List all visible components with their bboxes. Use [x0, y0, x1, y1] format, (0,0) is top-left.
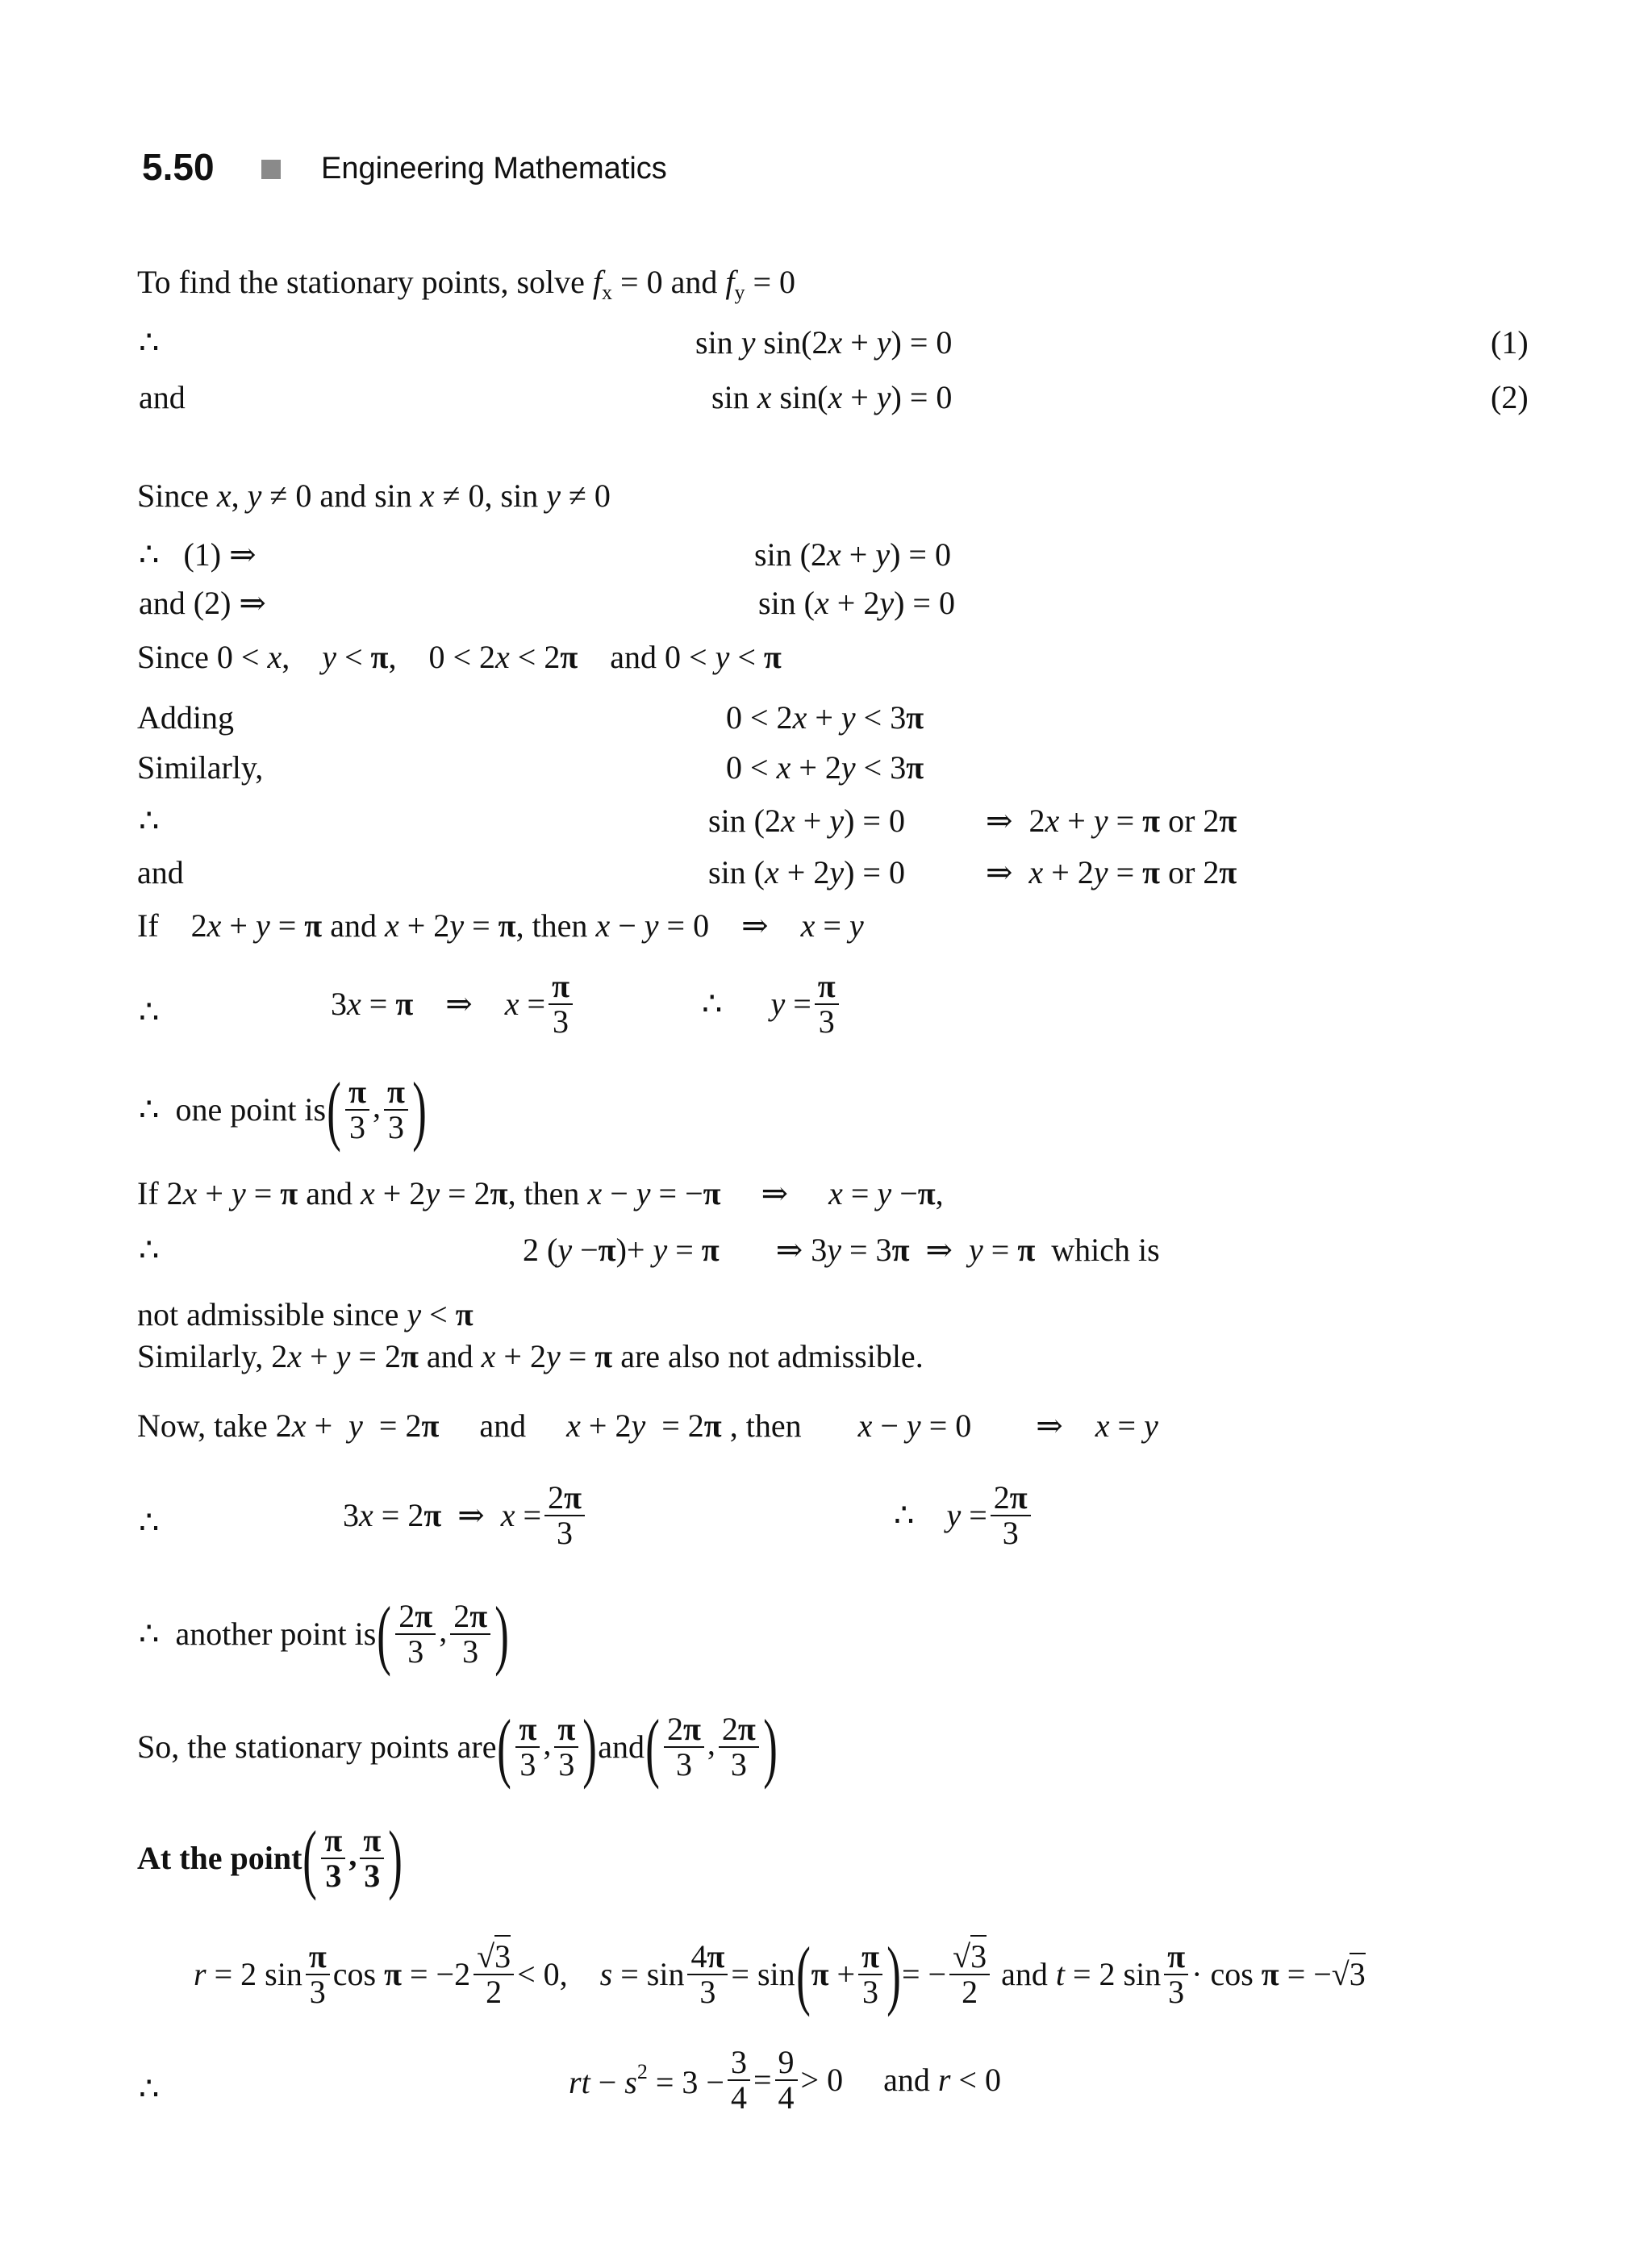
- equation-2-label: (2): [1491, 379, 1529, 415]
- therefore-symbol: ∴: [139, 1232, 160, 1268]
- another-point-line: ∴ another point is( $\frac{2\pi}{3}$ , $\frac{2\pi}{3}$ ): [139, 1591, 509, 1677]
- not-admissible-line: not admissible since y < π: [137, 1296, 473, 1332]
- case-2-solve: 2 (y −π)+ y = π ⇒ 3y = 3π ⇒ y = π which is: [523, 1232, 1160, 1268]
- header-square-icon: [261, 160, 281, 179]
- intro-line: To find the stationary points, solve $f_x = 0$ and $f_y = 0$: [137, 264, 796, 304]
- similarly-not-admissible: Similarly, 2x + y = 2π and x + 2y = π are also not admissible.: [137, 1338, 924, 1374]
- adding-label: Adding: [137, 699, 234, 736]
- r-s-t-values: r = 2 sin $\frac{\pi}{3}$ cos π = −2 $\frac{√3}{2}$ < 0, s = sin $\frac{4\pi}{3}$ = sin(π + $\frac{\pi}{3}$ )= − $\frac{√3}{2}$ and t = 2 sin $\frac{\pi}{3}$ · cos π = −√3: [194, 1931, 1366, 2017]
- at-the-point-heading: At the point( $\frac{\pi}{3}$ , $\frac{\pi}{3}$ ): [137, 1815, 403, 1901]
- now-take-line: Now, take 2x + y = 2π and x + 2y = 2π , then x − y = 0 ⇒ x = y: [137, 1407, 1158, 1444]
- therefore-symbol: ∴: [139, 324, 160, 361]
- sin-2x-y-result: sin (2x + y) = 0: [708, 803, 905, 839]
- solve-y-pi-3: ∴ y = $\frac{\pi}{3}$: [702, 970, 842, 1039]
- range-line: Since 0 < x, y < π, 0 < 2x < 2π and 0 < y < π: [137, 639, 782, 675]
- solve-x-2pi-3: 3x = 2π ⇒ x = $\frac{2\pi}{3}$: [343, 1481, 588, 1550]
- page-number: 5.50: [142, 146, 215, 188]
- solve-x-pi-3: 3x = π ⇒ x = $\frac{\pi}{3}$: [331, 970, 576, 1039]
- sin-x-2y-result: sin (x + 2y) = 0: [708, 854, 905, 890]
- and-label: and: [137, 854, 184, 890]
- range-x-2y: 0 < x + 2y < 3π: [726, 749, 924, 786]
- therefore-symbol: ∴: [139, 1504, 160, 1541]
- equation-sin-2x-y: sin (2x + y) = 0: [754, 536, 951, 573]
- range-2x-y: 0 < 2x + y < 3π: [726, 699, 924, 736]
- equation-1: sin y sin(2x + y) = 0: [695, 324, 953, 361]
- similarly-label: Similarly,: [137, 749, 264, 786]
- if-case-1: If 2x + y = π and x + 2y = π, then x − y = 0 ⇒ x = y: [137, 907, 864, 944]
- solve-y-2pi-3: ∴ y = $\frac{2\pi}{3}$: [894, 1481, 1034, 1550]
- implies-2x-y: ⇒ 2x + y = π or 2π: [986, 803, 1237, 839]
- one-point-line: ∴ one point is( $\frac{\pi}{3}$ , $\frac{\pi}{3}$ ): [139, 1066, 427, 1153]
- equation-sin-x-2y: sin (x + 2y) = 0: [758, 585, 955, 621]
- therefore-symbol: ∴: [139, 994, 160, 1030]
- rt-minus-s-squared: rt − $s^2 = 3$ − $\frac{3}{4}$ = $\frac{9}{4}$ > 0 and r < 0: [569, 2044, 1001, 2116]
- book-title: Engineering Mathematics: [321, 152, 667, 186]
- therefore-symbol: ∴: [139, 2070, 160, 2107]
- if-case-2: If 2x + y = π and x + 2y = 2π, then x − y = −π ⇒ x = y −π,: [137, 1175, 944, 1211]
- implies-x-2y: ⇒ x + 2y = π or 2π: [986, 854, 1237, 890]
- implies-1: ∴ (1) ⇒: [139, 536, 257, 573]
- equation-2: sin x sin(x + y) = 0: [711, 379, 953, 415]
- equation-1-label: (1): [1491, 324, 1529, 361]
- and-label: and: [139, 379, 186, 415]
- therefore-symbol: ∴: [139, 803, 160, 839]
- implies-2: and (2) ⇒: [139, 585, 266, 621]
- since-line: Since x, y ≠ 0 and sin x ≠ 0, sin y ≠ 0: [137, 477, 611, 514]
- stationary-points-line: So, the stationary points are( $\frac{\pi}{3}$ , $\frac{\pi}{3}$ )and( $\frac{2\pi}{3}$ , $\frac{2\pi}{3}$ ): [137, 1703, 778, 1790]
